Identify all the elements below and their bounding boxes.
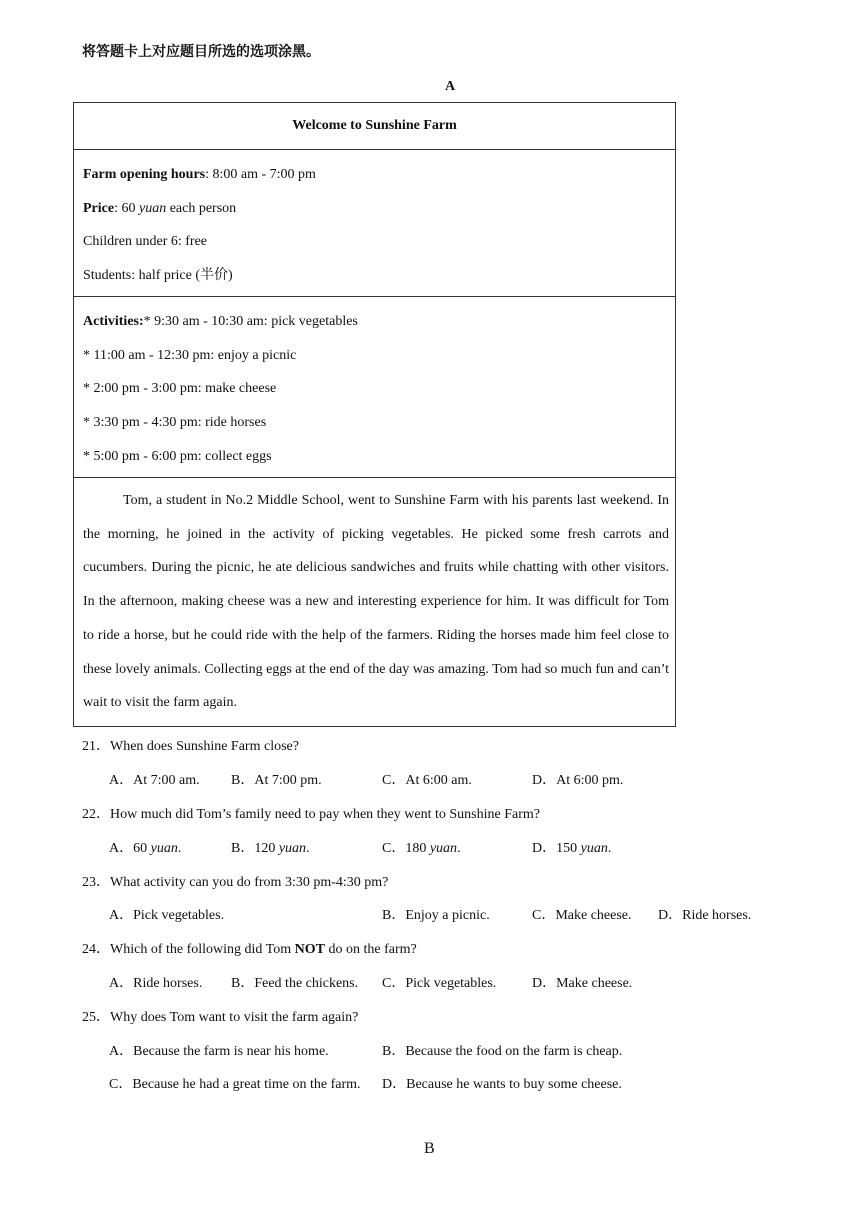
q22-b-dot: . (306, 841, 310, 856)
question-23-stem: 23．What activity can you do from 3:30 pm-4:30 pm? (82, 875, 389, 890)
hours-label: Farm opening hours (83, 167, 206, 182)
question-22-stem: 22．How much did Tom’s family need to pay when they went to Sunshine Farm? (82, 807, 540, 822)
q22-a-dot: . (177, 841, 182, 856)
notice-story-section (74, 478, 675, 726)
q22-d-dot: . (607, 841, 612, 856)
q23-option-b[interactable]: B．Enjoy a picnic. (382, 908, 490, 923)
q22-a-amount: A．60 (109, 841, 151, 856)
q22-option-d[interactable] (532, 837, 611, 857)
activity-item: * 3:30 pm - 4:30 pm: ride horses (83, 415, 267, 431)
activities-label: Activities: (83, 314, 144, 329)
activity-item: * 5:00 pm - 6:00 pm: collect eggs (83, 448, 272, 464)
q23-option-c[interactable]: C．Make cheese. (532, 908, 632, 923)
q21-option-b[interactable]: B．At 7:00 pm. (231, 773, 322, 788)
notice-info-section (74, 150, 675, 297)
q24-stem-emphasis: NOT (294, 942, 325, 957)
q22-c-dot: . (457, 841, 461, 856)
q22-a-unit: yuan (150, 841, 178, 856)
q22-option-b[interactable] (231, 837, 310, 857)
price-unit: yuan (138, 200, 167, 216)
q22-b-amount: B．120 (231, 841, 279, 856)
price-label: Price (83, 200, 115, 216)
q21-option-c[interactable]: C．At 6:00 am. (382, 773, 472, 788)
hours-value: : 8:00 am - 7:00 pm (205, 167, 316, 182)
q21-option-a[interactable]: A．At 7:00 am. (109, 773, 200, 788)
q24-option-d[interactable]: D．Make cheese. (532, 976, 633, 991)
notice-title: Welcome to Sunshine Farm (74, 103, 675, 150)
price-amount: : 60 (114, 200, 139, 216)
question-21-stem: 21．When does Sunshine Farm close? (82, 739, 299, 754)
q22-option-c[interactable] (382, 837, 461, 857)
q22-c-amount: C．180 (382, 841, 430, 856)
q22-c-unit: yuan (429, 841, 458, 856)
q24-option-a[interactable]: A．Ride horses. (109, 976, 203, 991)
q22-d-unit: yuan (580, 841, 608, 856)
q22-option-a[interactable] (109, 837, 181, 857)
instruction-text: 将答题卡上对应题目所选的选项涂黑。 (82, 44, 320, 60)
q25-option-c[interactable]: C．Because he had a great time on the farm. (109, 1077, 361, 1092)
q23-option-a[interactable]: A．Pick vegetables. (109, 908, 225, 923)
opening-hours-line (83, 158, 666, 192)
q22-b-unit: yuan (278, 841, 307, 856)
section-a-label: A (445, 79, 456, 94)
activity-item: * 2:00 pm - 3:00 pm: make cheese (83, 381, 277, 397)
question-25-stem: 25．Why does Tom want to visit the farm again? (82, 1010, 359, 1025)
q24-option-b[interactable]: B．Feed the chickens. (231, 976, 359, 991)
q24-stem-start: 24．Which of the following did Tom (82, 942, 295, 957)
q24-stem-end: do on the farm? (324, 942, 417, 957)
question-24-stem (82, 938, 417, 958)
notice-activities-section (74, 297, 675, 478)
q23-option-d[interactable]: D．Ride horses. (658, 908, 752, 923)
farm-notice-box (73, 102, 676, 727)
q25-option-d[interactable]: D．Because he wants to buy some cheese. (382, 1077, 622, 1092)
activity-text: * 9:30 am - 10:30 am: pick vegetables (143, 314, 358, 329)
activity-item: * 11:00 am - 12:30 pm: enjoy a picnic (83, 347, 297, 363)
q24-option-c[interactable]: C．Pick vegetables. (382, 976, 497, 991)
story-paragraph: Tom, a student in No.2 Middle School, went to Sunshine Farm with his parents last weekend. In the morning, he joined in the activity of picking vegetables. He picked some fresh carrots and cucumbers. During the picnic, he ate delicious sandwiches and fruits while chatting with other visitors. In the afternoon, making cheese was a new and interesting experience for him. It was difficult for Tom to ride a horse, but he could ride with the help of the farmers. Riding the horses made him feel close to these lovely animals. Collecting eggs at the end of the day was amazing. Tom had so much fun and can’t wait to visit the farm again. (83, 493, 669, 711)
q22-d-amount: D．150 (532, 841, 581, 856)
q21-option-d[interactable]: D．At 6:00 pm. (532, 773, 624, 788)
q25-option-a[interactable]: A．Because the farm is near his home. (109, 1044, 329, 1059)
price-line (83, 192, 666, 226)
price-suffix: each person (166, 200, 237, 216)
children-line: Children under 6: free (83, 234, 208, 250)
section-b-label: B (424, 1140, 435, 1157)
students-line: Students: half price (半价) (83, 268, 233, 284)
activity-item (83, 305, 666, 339)
q25-option-b[interactable]: B．Because the food on the farm is cheap. (382, 1044, 623, 1059)
